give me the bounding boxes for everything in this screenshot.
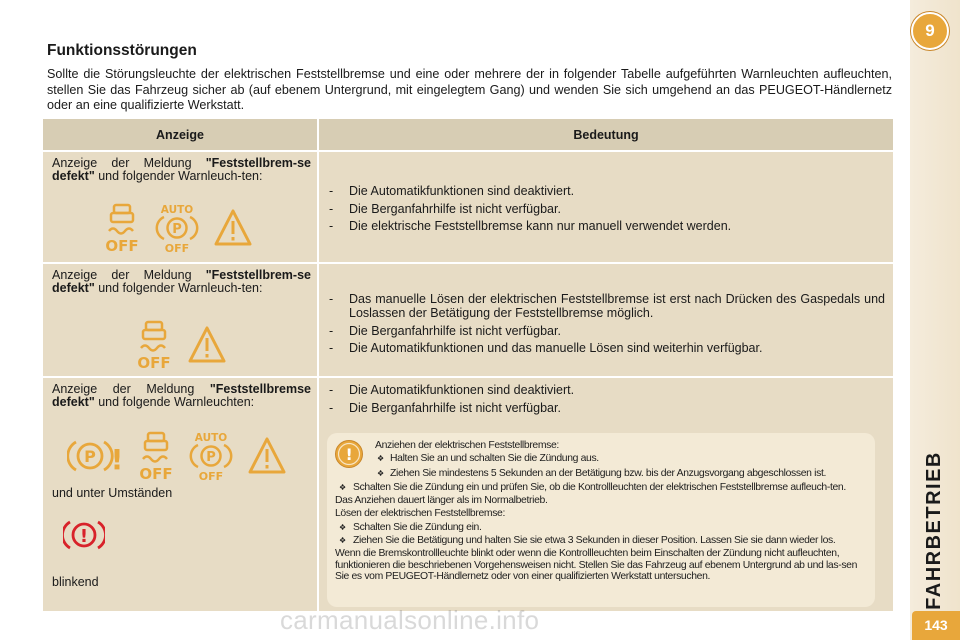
parking-brake-fault-icon: [67, 436, 123, 476]
meaning-list: [319, 152, 893, 233]
meaning-list: [319, 378, 893, 415]
note-step: [335, 482, 867, 493]
svg-text:P: P: [206, 450, 216, 465]
intro-paragraph: Sollte die Störungsleuchte der elektrischen Feststellbremse und eine oder mehrere der in folgender Tabelle aufgeführten Warnleuchten aufleuchten, stellen Sie das Fahrzeug sicher ab (auf ebenem Untergrund, mit eingelegtem Gang) und wenden Sie sich umgehend an das PEUGEOT-Händlernetz oder an eine qualifizierte Werkstatt.: [47, 67, 892, 112]
note-step: [335, 468, 867, 479]
info-note-box: [327, 433, 875, 607]
header-anzeige: Anzeige: [43, 119, 319, 150]
note-step-text: Schalten Sie die Zündung ein und prüfen Sie, ob die Kontrollleuchten der elektrischen Feststellbremse aufleuch-ten.: [353, 481, 846, 493]
indication-cell: [43, 150, 319, 262]
meaning-list: [319, 264, 893, 355]
watermark: carmanualsonline.info: [280, 605, 540, 635]
flashing-label: blinkend: [52, 575, 99, 589]
meaning-item: - Die elektrische Feststellbremse kann nur manuell verwendet werden.: [327, 219, 885, 233]
cond-pre: Anzeige der Meldung: [52, 382, 210, 396]
table-row: [43, 150, 893, 262]
svg-text:!: !: [79, 526, 89, 547]
meaning-item: - Die Berganfahrhilfe ist nicht verfügbar.: [327, 202, 885, 216]
svg-text:OFF: OFF: [139, 465, 173, 482]
table-row: [43, 262, 893, 376]
table-header-row: [43, 119, 893, 150]
meaning-cell: [319, 150, 893, 262]
meaning-item: - Die Berganfahrhilfe ist nicht verfügbar.: [327, 401, 885, 415]
section-heading: Funktionsstörungen: [47, 42, 197, 59]
svg-text:AUTO: AUTO: [160, 204, 194, 216]
chapter-title-vertical: [922, 435, 946, 625]
note-text: Das Anziehen dauert länger als im Normalbetrieb.: [335, 495, 548, 507]
note-step: [335, 522, 867, 533]
cond-pre: Anzeige der Meldung: [52, 156, 206, 170]
meaning-item: - Die Berganfahrhilfe ist nicht verfügbar.: [327, 324, 885, 338]
chapter-title: FAHRBETRIEB: [922, 450, 945, 610]
bullet-marker: ❖: [339, 522, 346, 532]
warning-icons: [103, 202, 267, 254]
svg-text:AUTO: AUTO: [194, 432, 228, 444]
svg-text:OFF: OFF: [137, 354, 171, 371]
note-step-text: Ziehen Sie die Betätigung und halten Sie sie etwa 3 Sekunden in dieser Position. Lassen Sie sie dann wieder los.: [353, 535, 836, 547]
message-name: "Feststellbrem-se defekt": [52, 156, 311, 183]
warning-triangle-icon: [187, 325, 227, 365]
bullet-marker: ❖: [339, 536, 346, 546]
possibly-label: und unter Umständen: [52, 486, 173, 500]
indication-text: [43, 152, 317, 183]
chapter-number-badge: 9: [911, 12, 949, 50]
meaning-item: - Das manuelle Lösen der elektrischen Feststellbremse ist erst nach Drücken des Gaspedals und Loslassen der Betätigung der Feststellbremse möglich.: [327, 292, 885, 320]
note-text: Wenn die Bremskontrollleuchte blinkt oder wenn die Kontrollleuchten beim Einschalten der Zündung nicht aufleuchten, funktionieren die beschriebenen Vorgehensweisen nicht. Stellen Sie das Fahrzeug auf ebenem Untergrund ab und las-sen Sie es vom PEUGEOT-Händlernetz oder von einer qualifizierten Werkstatt untersuchen.: [335, 548, 858, 582]
svg-text:!: !: [110, 443, 123, 476]
message-name: "Feststellbrem-se defekt": [52, 268, 311, 295]
hill-assist-off-icon: [103, 202, 141, 254]
meaning-cell: [319, 262, 893, 376]
meaning-item: - Die Automatikfunktionen sind deaktiviert.: [327, 383, 885, 397]
warning-triangle-icon: [247, 436, 287, 476]
meaning-item: - Die Automatikfunktionen und das manuelle Lösen sind weiterhin verfügbar.: [327, 341, 885, 355]
table-row: [43, 376, 893, 611]
page-number: 143: [912, 611, 960, 640]
warning-triangle-icon: [213, 208, 253, 248]
svg-text:OFF: OFF: [198, 470, 224, 482]
note-heading-release: Lösen der elektrischen Feststellbremse:: [335, 508, 506, 520]
svg-text:OFF: OFF: [164, 242, 190, 254]
note-step: [335, 453, 867, 464]
cond-post: und folgender Warnleuch-ten:: [94, 281, 263, 295]
header-bedeutung: Bedeutung: [319, 119, 893, 150]
bullet-marker: ❖: [377, 468, 384, 478]
indication-cell: [43, 262, 319, 376]
cond-post: und folgender Warnleuch-ten:: [94, 169, 263, 183]
note-step: [335, 535, 867, 546]
bullet-marker: ❖: [377, 454, 384, 464]
note-step-text: Halten Sie an und schalten Sie die Zündung aus.: [390, 453, 599, 465]
bullet-marker: ❖: [339, 482, 346, 492]
meaning-item: - Die Automatikfunktionen sind deaktiviert.: [327, 184, 885, 198]
svg-text:OFF: OFF: [105, 237, 139, 254]
svg-text:P: P: [172, 222, 182, 237]
indication-text: [43, 378, 317, 409]
auto-parking-off-icon: [155, 202, 199, 254]
meaning-cell: [319, 376, 893, 611]
brake-warning-red-icon: [63, 518, 105, 552]
warning-icons: [67, 430, 301, 482]
svg-text:P: P: [84, 447, 96, 466]
indication-cell: [43, 376, 319, 611]
note-heading-apply: Anziehen der elektrischen Feststellbremse:: [375, 440, 559, 451]
auto-parking-off-icon: [189, 430, 233, 482]
note-step-text: Schalten Sie die Zündung ein.: [353, 521, 482, 533]
message-name: "Feststellbremse defekt": [52, 382, 311, 409]
svg-text:!: !: [345, 445, 353, 464]
hill-assist-off-icon: [137, 430, 175, 482]
cond-post: und folgende Warnleuchten:: [94, 395, 255, 409]
warning-icons: [135, 319, 241, 371]
malfunction-table: [43, 119, 893, 611]
note-step-text: Ziehen Sie mindestens 5 Sekunden an der Betätigung bzw. bis der Anzugsvorgang abgeschlossen ist.: [390, 467, 827, 479]
cond-pre: Anzeige der Meldung: [52, 268, 206, 282]
hill-assist-off-icon: [135, 319, 173, 371]
indication-text: [43, 264, 317, 295]
